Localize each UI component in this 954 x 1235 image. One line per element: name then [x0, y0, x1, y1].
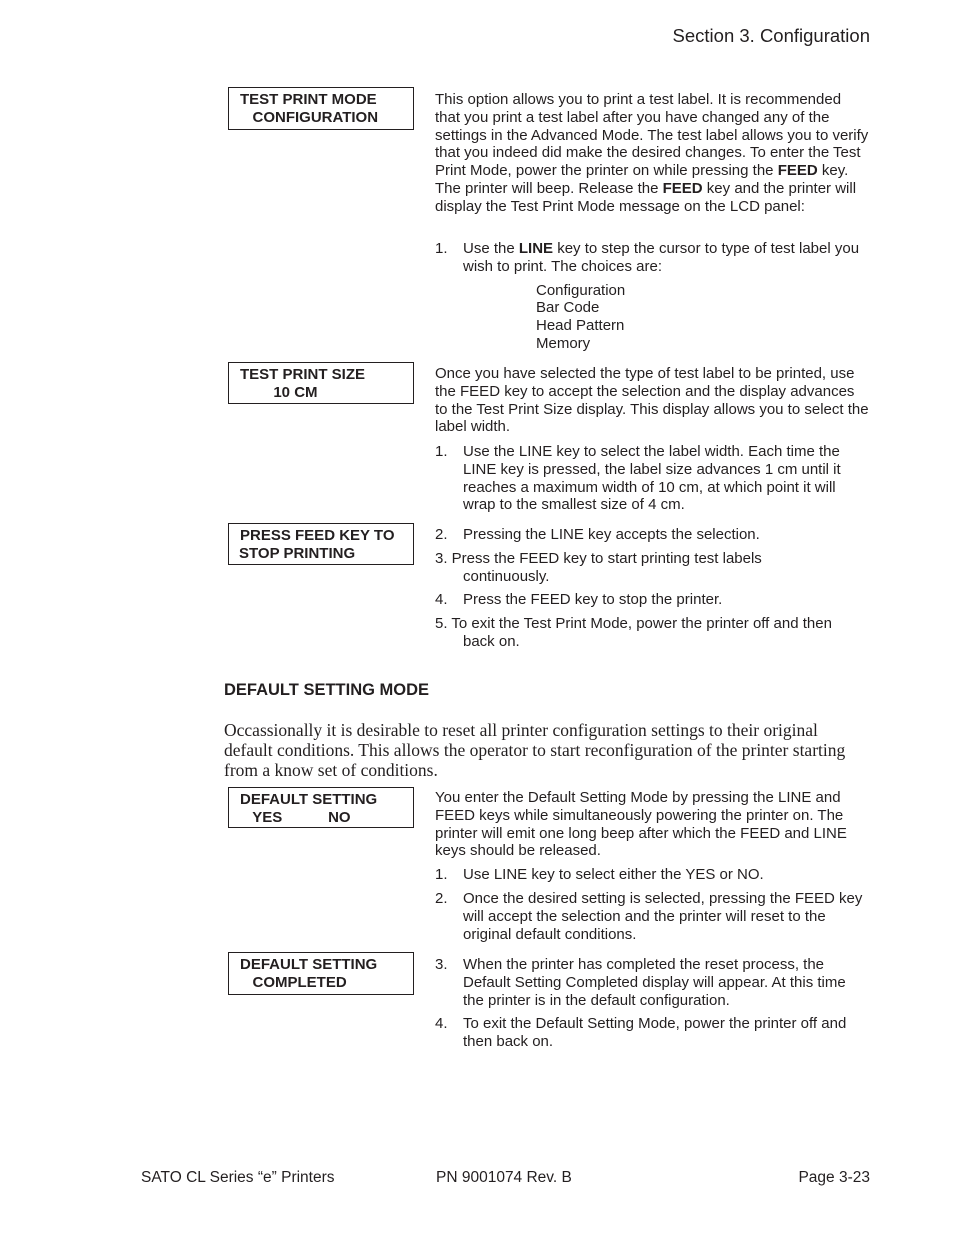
test-print-size-step-1 — [435, 443, 869, 514]
lcd-line: TEST PRINT MODE — [240, 91, 377, 108]
step-text: Use the LINE key to select the label width. Each time the LINE key is pressed, the label size advances 1 cm until it reaches a maximum width of 10 cm, at which point it will wrap to the smallest size of 4 cm. — [463, 443, 841, 514]
lcd-line: DEFAULT SETTING — [240, 791, 378, 808]
lcd-default-setting-completed — [228, 952, 414, 995]
step-number: 4. — [435, 1015, 448, 1032]
step-text: Press the FEED key to stop the printer. — [463, 591, 723, 608]
step-number: 3. — [435, 956, 448, 973]
lcd-test-print-size — [228, 362, 414, 404]
footer-page-number: Page 3-23 — [798, 1169, 870, 1186]
lcd-line: 10 CM — [240, 384, 318, 401]
choice-item: Head Pattern — [536, 317, 625, 334]
lcd-default-setting — [228, 787, 414, 828]
section-heading: DEFAULT SETTING MODE — [224, 681, 430, 699]
lcd-test-print-mode — [228, 87, 414, 130]
lcd-line: YES NO — [240, 809, 351, 826]
footer-part-number: PN 9001074 Rev. B — [436, 1169, 572, 1186]
text-run: Use the — [463, 240, 519, 257]
press-feed-step-2 — [435, 526, 869, 544]
step-text: 3. Press the FEED key to start printing test labels — [435, 550, 762, 567]
footer-product: SATO CL Series “e” Printers — [141, 1169, 335, 1186]
bold-run: FEED — [777, 162, 818, 180]
lcd-line: CONFIGURATION — [240, 109, 379, 126]
default-setting-step-4 — [435, 1015, 869, 1051]
step-text-continued: back on. — [463, 632, 520, 650]
step-text: When the printer has completed the reset process, the Default Setting Completed display will appear. At this time the printer is in the default configuration. — [463, 956, 846, 1009]
step-text: 5. To exit the Test Print Mode, power the printer off and then — [435, 615, 832, 632]
text-run: key and the printer will display the Test Print Mode message on the LCD panel: — [435, 179, 857, 215]
choice-item: Bar Code — [536, 299, 600, 316]
press-feed-step-4 — [435, 591, 869, 609]
default-setting-intro: Occassionally it is desirable to reset all printer configuration settings to their original default conditions. This allows the operator to start reconfiguration of the printer starting from a know set of conditions. — [224, 720, 846, 780]
press-feed-step-3 — [435, 550, 869, 586]
text-run: key to step the cursor to type of test label you wish to print. The choices are: — [463, 240, 860, 275]
default-setting-text: You enter the Default Setting Mode by pressing the LINE and FEED keys while simultaneously powering the printer on. The printer will emit one long beep after which the FEED and LINE keys should be released. — [435, 789, 847, 860]
text-run: This option allows you to print a test label. It is recommended that you print a test label after you have changed any of the settings in the Advanced Mode. The test label allows you to verify that you indeed did make the desired changes. To enter the Test Print Mode, power the printer on while pressing the — [435, 91, 869, 180]
choice-item: Memory — [536, 335, 591, 352]
default-setting-step-1 — [435, 866, 869, 884]
step-number: 1. — [435, 866, 448, 883]
lcd-line: DEFAULT SETTING — [240, 956, 378, 973]
lcd-press-feed — [228, 523, 414, 565]
lcd-line: STOP PRINTING — [239, 545, 356, 562]
press-feed-step-5 — [435, 615, 869, 651]
step-number: 4. — [435, 591, 448, 608]
step-text: Pressing the LINE key accepts the selection. — [463, 526, 760, 543]
text-run: key. The printer will beep. Release the — [435, 162, 849, 197]
bold-run: LINE — [518, 240, 554, 257]
step-text: Once the desired setting is selected, pressing the FEED key will accept the selection and the printer will reset to the original default conditions. — [463, 890, 863, 943]
default-setting-step-3 — [435, 956, 869, 1009]
choice-item: Configuration — [536, 282, 626, 299]
step-number: 2. — [435, 526, 448, 543]
step-number: 2. — [435, 890, 448, 907]
default-setting-step-2 — [435, 890, 869, 943]
test-print-mode-step-1 — [435, 240, 869, 276]
step-text: To exit the Default Setting Mode, power the printer off and then back on. — [463, 1015, 847, 1050]
bold-run: FEED — [662, 179, 703, 197]
section-header: Section 3. Configuration — [672, 25, 870, 46]
test-print-mode-intro — [435, 91, 869, 216]
step-number: 1. — [435, 240, 448, 257]
step-text: Use LINE key to select either the YES or NO. — [463, 866, 764, 883]
test-print-size-intro: Once you have selected the type of test label to be printed, use the FEED key to accept the selection and the display advances to the Test Print Size display. This display allows you to select the label width. — [435, 365, 869, 436]
lcd-line: PRESS FEED KEY TO — [240, 527, 395, 544]
lcd-line: TEST PRINT SIZE — [240, 366, 366, 383]
step-text-continued: continuously. — [463, 567, 550, 585]
lcd-line: COMPLETED — [240, 974, 347, 991]
step-number: 1. — [435, 443, 448, 460]
